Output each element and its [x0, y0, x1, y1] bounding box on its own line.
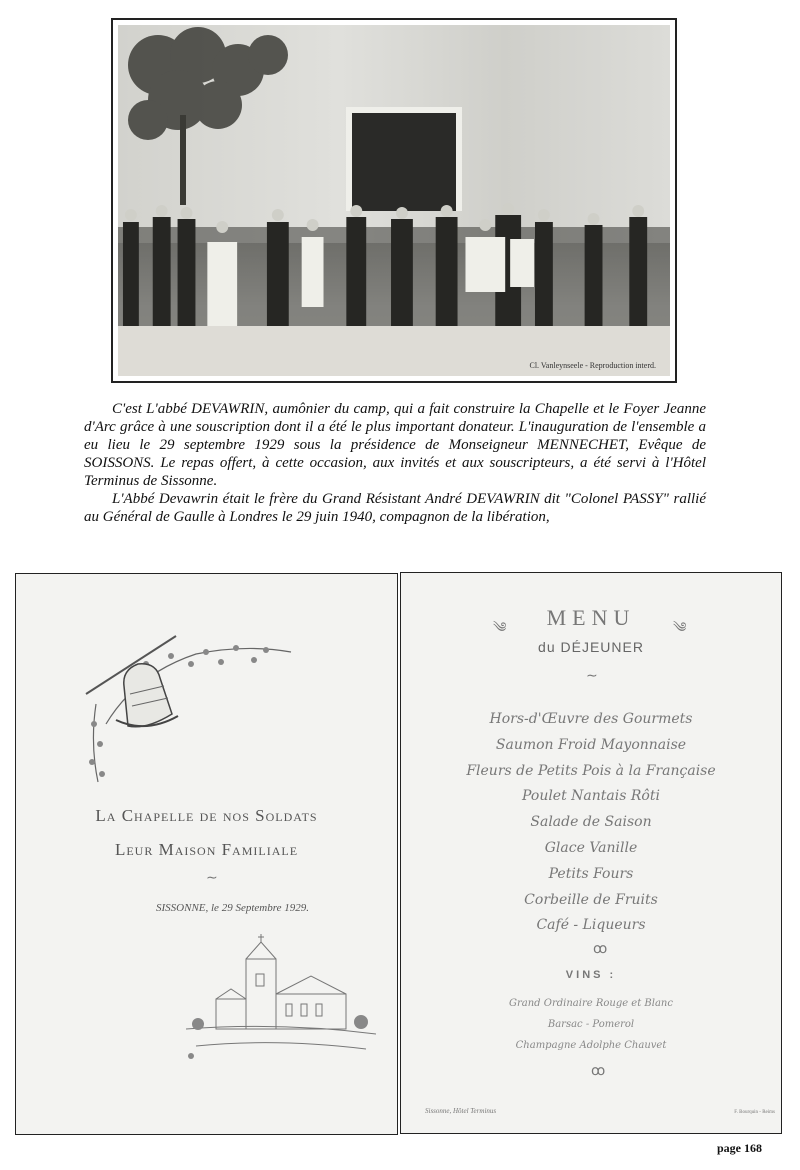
- church-illustration: [186, 934, 376, 1064]
- menu-footer-left: Sissonne, Hôtel Terminus: [425, 1107, 497, 1115]
- menu-item: Salade de Saison: [530, 814, 652, 831]
- menu-item: Poulet Nantais Rôti: [522, 788, 660, 805]
- wine-item: Barsac - Pomerol: [547, 1019, 635, 1030]
- menu-footer-right: F. Bourquin - Reims: [734, 1110, 775, 1115]
- chapel-title-line1: La Chapelle de nos Soldats: [95, 806, 318, 825]
- left-flourish-icon: ༄: [493, 621, 507, 636]
- chapel-door: [346, 107, 462, 211]
- menu-item: Café - Liqueurs: [536, 917, 646, 934]
- menu-item: Glace Vanille: [544, 839, 638, 856]
- ornament-icon: ∼: [206, 871, 218, 886]
- ornament-icon: ꝏ: [591, 1064, 606, 1079]
- ornament-icon: ∼: [586, 669, 598, 684]
- ornament-icon: ꝏ: [593, 942, 608, 957]
- menu-item: Corbeille de Fruits: [524, 891, 658, 908]
- menu-item: Fleurs de Petits Pois à la Française: [466, 762, 716, 779]
- photo-credit: Cl. Vanleynseele - Reproduction interd.: [529, 361, 656, 370]
- wines-list: [401, 993, 781, 1056]
- page-number: page 168: [717, 1141, 762, 1155]
- bell-icon: [76, 634, 296, 784]
- caption-paragraph-1: C'est L'abbé DEVAWRIN, aumônier du camp, qui a fait construire la Chapelle et le Foyer Jeanne d'Arc grâce à une souscription dont il a été le plus important donateur. L'inauguration de l'ensemble a eu lieu le 29 septembre 1929 sous la présidence de Monseigneur MENNECHET, Evêque de SOISSONS. Le repas offert, à cette occasion, aux invités et aux souscripteurs, a été servi à l'Hôtel Terminus de Sissonne.: [84, 401, 706, 489]
- menu-subtitle: du DÉJEUNER: [538, 639, 644, 655]
- menu-card: [400, 572, 782, 1134]
- wine-item: Champagne Adolphe Chauvet: [515, 1040, 667, 1051]
- inauguration-photo: [118, 25, 670, 376]
- menu-item: Petits Fours: [548, 865, 634, 882]
- caption-text: [84, 400, 706, 526]
- caption-paragraph-2: L'Abbé Devawrin était le frère du Grand Résistant André DEVAWRIN dit "Colonel PASSY" rallié au Général de Gaulle à Londres le 29 juin 1940, compagnon de la libération,: [84, 491, 706, 525]
- right-flourish-icon: ༄: [673, 621, 687, 636]
- menu-title: MENU: [546, 605, 636, 630]
- menu-item: Hors-d'Œuvre des Gourmets: [489, 711, 693, 727]
- invitation-date: SISSONNE, le 29 Septembre 1929.: [156, 902, 309, 914]
- menu-item: Saumon Froid Mayonnaise: [495, 736, 687, 753]
- menu-items: [401, 707, 781, 939]
- chapel-title-line2: Leur Maison Familiale: [114, 840, 299, 859]
- photo-frame: [111, 18, 677, 383]
- wine-item: Grand Ordinaire Rouge et Blanc: [509, 998, 673, 1009]
- wines-title: VINS :: [565, 969, 617, 981]
- tree-illustration: [118, 25, 298, 215]
- invitation-card: [15, 573, 398, 1135]
- crowd-illustration: [118, 197, 670, 337]
